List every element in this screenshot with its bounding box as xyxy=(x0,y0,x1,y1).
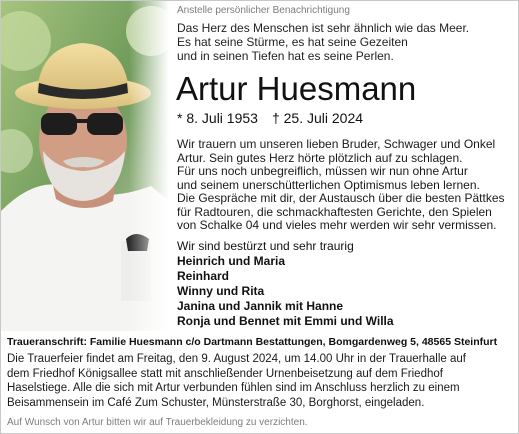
poem-line: Das Herz des Menschen ist sehr ähnlich wie das Meer. xyxy=(177,21,470,35)
obituary-text xyxy=(177,138,515,233)
mourners-intro: Wir sind bestürzt und sehr traurig xyxy=(177,239,354,253)
dress-code-note: Auf Wunsch von Artur bitten wir auf Trauerbekleidung zu verzichten. xyxy=(7,417,308,428)
mourners-list xyxy=(177,254,394,329)
text-line: von Schalke 04 und vieles mehr werden wir sehr vermissen. xyxy=(177,218,497,232)
poem-line: und in seinen Tiefen hat es seine Perlen. xyxy=(177,49,394,63)
text-line: für Radtouren, die schmackhaftesten Gerichte, den Spielen xyxy=(177,204,492,219)
death-date: † 25. Juli 2024 xyxy=(271,110,364,126)
text-line: Die Gespräche mit dir, der Austausch über die besten Pättkes xyxy=(177,191,505,205)
text-line: Für uns noch unbegreiflich, müssen wir nun ohne Artur xyxy=(177,164,468,178)
life-dates xyxy=(177,110,363,126)
service-line: dem Friedhof Königsallee statt mit anschließender Urnenbeisetzung auf dem Friedhof xyxy=(7,367,443,380)
service-line: Die Trauerfeier findet am Freitag, den 9. August 2024, um 14.00 Uhr in der Trauerhalle auf xyxy=(7,353,466,365)
mourner-name: Ronja und Bennet mit Emmi und Willa xyxy=(177,314,394,328)
mourner-name: Janina und Jannik mit Hanne xyxy=(177,299,344,313)
mourner-name: Heinrich und Maria xyxy=(177,254,286,268)
text-line: Wir trauern um unseren lieben Bruder, Schwager und Onkel xyxy=(177,137,496,151)
birth-date: * 8. Juli 1953 xyxy=(177,110,258,126)
text-line: Artur. Sein gutes Herz hörte plötzlich auf zu schlagen. xyxy=(177,150,463,165)
mourner-name: Winny und Rita xyxy=(177,284,265,298)
portrait-photo xyxy=(1,1,169,331)
poem-quote xyxy=(177,21,512,63)
mourner-name: Reinhard xyxy=(177,269,230,283)
mourning-address: Traueranschrift: Familie Huesmann c/o Dartmann Bestattungen, Bomgardenweg 5, 48565 Steinfurt xyxy=(7,336,498,348)
service-line: Beisammensein im Café Zum Schuster, Münsterstraße 30, Borghorst, eingeladen. xyxy=(7,396,425,409)
deceased-name: Artur Huesmann xyxy=(176,70,417,107)
funeral-service-info xyxy=(7,352,515,410)
poem-line: Es hat seine Stürme, es hat seine Gezeiten xyxy=(177,35,408,49)
announcement-note: Anstelle persönlicher Benachrichtigung xyxy=(177,5,350,16)
service-line: Haselstiege. Alle die sich mit Artur verbunden fühlen sind im Anschluss herzlich zu einem xyxy=(7,382,460,394)
text-line: und seinem unerschütterlichen Optimismus leben lernen. xyxy=(177,177,480,192)
